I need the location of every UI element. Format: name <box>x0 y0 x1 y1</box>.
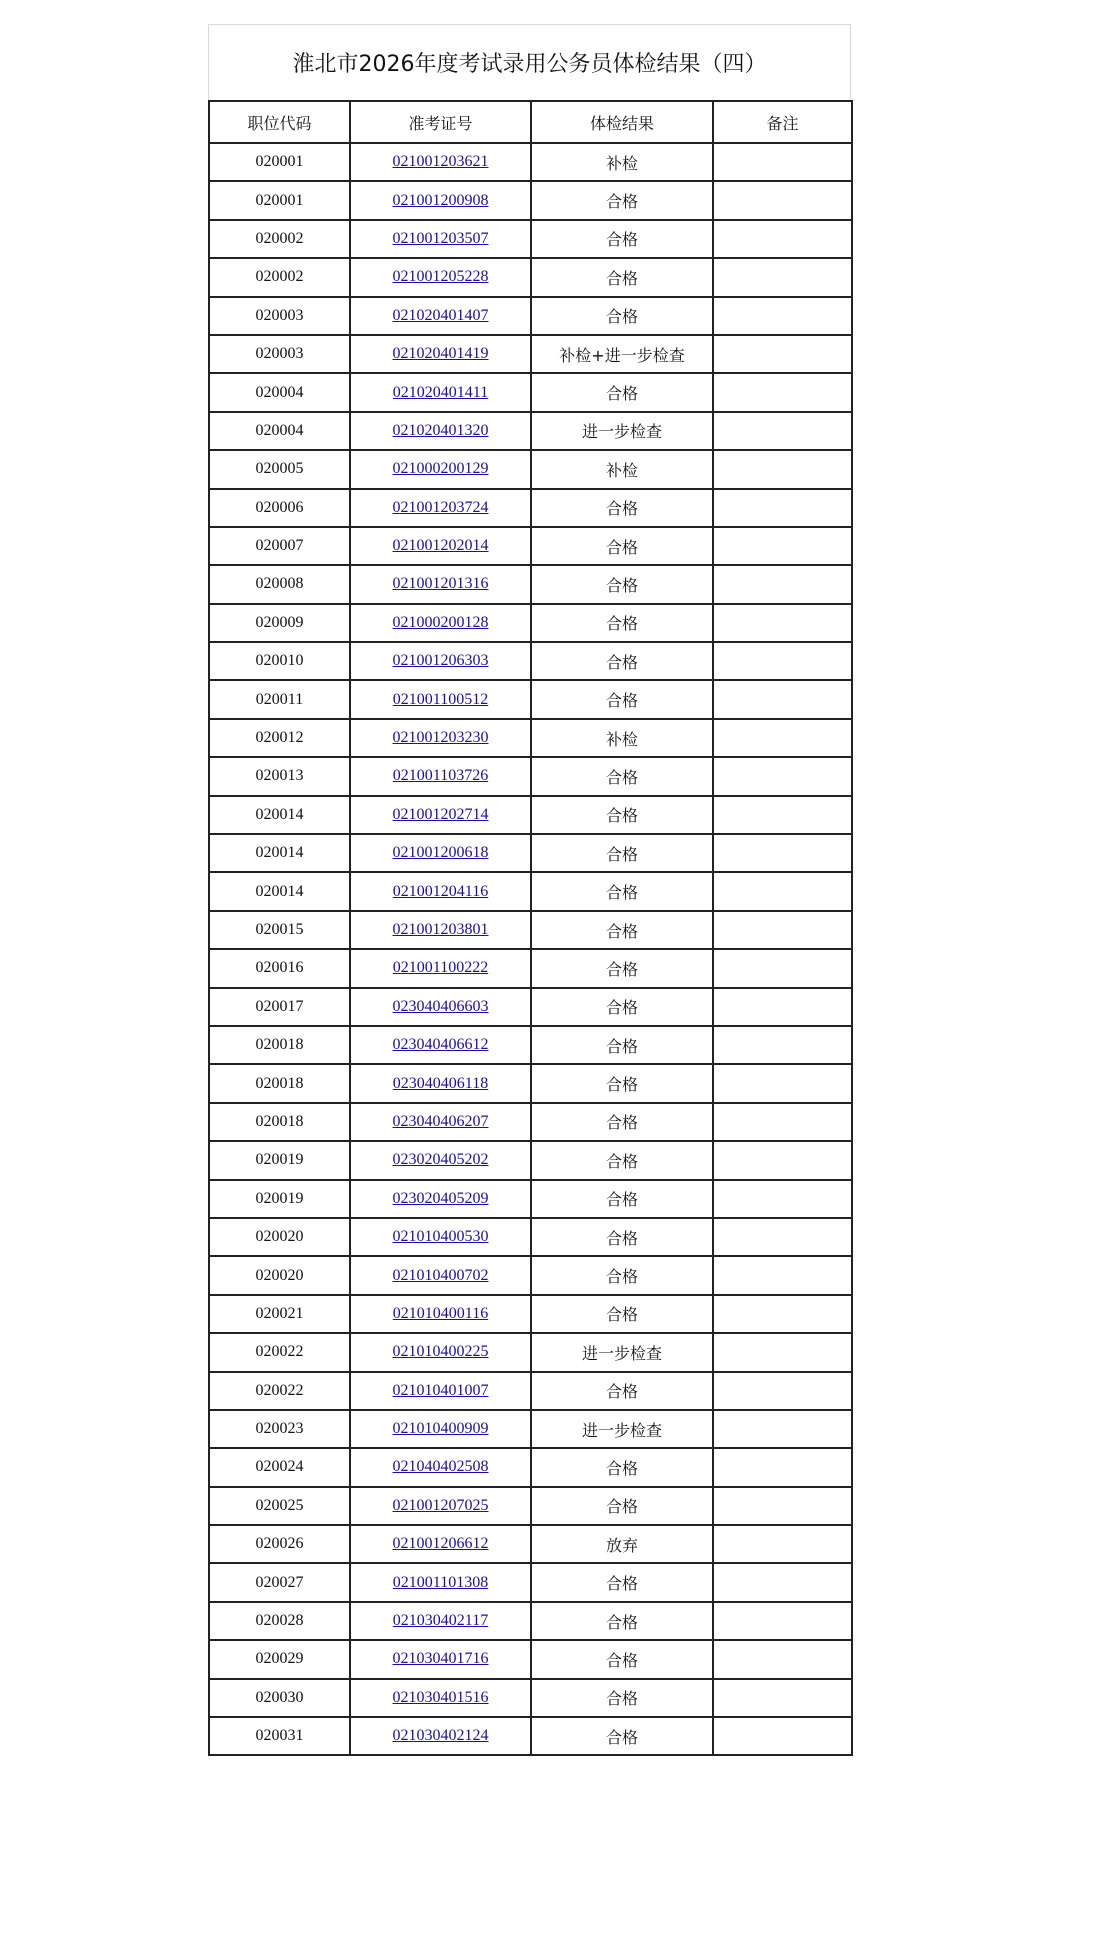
position-code-cell: 020031 <box>209 1717 350 1755</box>
exam-result-cell: 合格 <box>531 1679 713 1717</box>
table-row <box>209 680 852 718</box>
ticket-number-link[interactable]: 021030401516 <box>392 1688 489 1706</box>
table-row <box>209 412 852 450</box>
ticket-number-cell <box>350 1602 531 1640</box>
exam-result-cell: 合格 <box>531 1141 713 1179</box>
table-row <box>209 1717 852 1755</box>
ticket-number-link[interactable]: 021001200908 <box>392 191 489 209</box>
position-code-cell: 020024 <box>209 1448 350 1486</box>
table-row <box>209 373 852 411</box>
ticket-number-link[interactable]: 023040406612 <box>392 1036 489 1054</box>
position-code-cell: 020022 <box>209 1333 350 1371</box>
position-code-cell: 020001 <box>209 143 350 181</box>
exam-result-cell: 合格 <box>531 949 713 987</box>
ticket-number-link[interactable]: 023040406207 <box>392 1112 489 1130</box>
remarks-cell <box>713 143 852 181</box>
table-row <box>209 335 852 373</box>
position-code-cell: 020007 <box>209 527 350 565</box>
position-code-cell: 020009 <box>209 604 350 642</box>
position-code-cell: 020014 <box>209 796 350 834</box>
ticket-number-cell <box>350 757 531 795</box>
remarks-cell <box>713 1448 852 1486</box>
ticket-number-cell <box>350 1679 531 1717</box>
remarks-cell <box>713 988 852 1026</box>
ticket-number-link[interactable]: 021001202714 <box>392 805 489 823</box>
remarks-cell <box>713 297 852 335</box>
position-code-cell: 020002 <box>209 220 350 258</box>
ticket-number-cell <box>350 1487 531 1525</box>
exam-result-cell: 合格 <box>531 1103 713 1141</box>
position-code-cell: 020023 <box>209 1410 350 1448</box>
exam-result-cell: 合格 <box>531 565 713 603</box>
table-row <box>209 1218 852 1256</box>
exam-result-cell: 补检 <box>531 719 713 757</box>
remarks-cell <box>713 911 852 949</box>
page-title: 淮北市2026年度考试录用公务员体检结果（四） <box>208 24 851 100</box>
position-code-cell: 020011 <box>209 680 350 718</box>
ticket-number-cell <box>350 373 531 411</box>
table-row <box>209 220 852 258</box>
position-code-cell: 020015 <box>209 911 350 949</box>
remarks-cell <box>713 373 852 411</box>
exam-result-cell: 合格 <box>531 1256 713 1294</box>
results-table <box>208 100 853 1756</box>
ticket-number-cell <box>350 412 531 450</box>
remarks-cell <box>713 1410 852 1448</box>
exam-result-cell: 合格 <box>531 1295 713 1333</box>
ticket-number-link[interactable]: 021000200129 <box>392 460 489 478</box>
remarks-cell <box>713 796 852 834</box>
ticket-number-link[interactable]: 021001207025 <box>392 1496 489 1514</box>
header-remarks: 备注 <box>713 101 852 143</box>
ticket-number-link[interactable]: 021001201316 <box>392 575 489 593</box>
ticket-number-link[interactable]: 021020401411 <box>392 383 489 401</box>
ticket-number-cell <box>350 1333 531 1371</box>
remarks-cell <box>713 642 852 680</box>
table-row <box>209 1410 852 1448</box>
ticket-number-cell <box>350 258 531 296</box>
exam-result-cell: 合格 <box>531 757 713 795</box>
ticket-number-cell <box>350 1026 531 1064</box>
remarks-cell <box>713 1064 852 1102</box>
header-exam-result: 体检结果 <box>531 101 713 143</box>
ticket-number-cell <box>350 1103 531 1141</box>
position-code-cell: 020021 <box>209 1295 350 1333</box>
remarks-cell <box>713 335 852 373</box>
table-row <box>209 604 852 642</box>
ticket-number-link[interactable]: 021020401320 <box>392 421 489 439</box>
ticket-number-cell <box>350 911 531 949</box>
remarks-cell <box>713 1602 852 1640</box>
exam-result-cell: 合格 <box>531 220 713 258</box>
exam-result-cell: 补检 <box>531 143 713 181</box>
ticket-number-link[interactable]: 021030402124 <box>392 1727 489 1745</box>
ticket-number-link[interactable]: 021010400116 <box>392 1304 489 1322</box>
remarks-cell <box>713 1180 852 1218</box>
ticket-number-link[interactable]: 021001206612 <box>392 1535 489 1553</box>
ticket-number-link[interactable]: 021000200128 <box>392 613 489 631</box>
header-position-code: 职位代码 <box>209 101 350 143</box>
ticket-number-link[interactable]: 021001203724 <box>392 498 489 516</box>
position-code-cell: 020018 <box>209 1103 350 1141</box>
exam-result-cell: 合格 <box>531 373 713 411</box>
exam-result-cell: 合格 <box>531 911 713 949</box>
ticket-number-cell <box>350 796 531 834</box>
ticket-number-link[interactable]: 021001205228 <box>392 268 489 286</box>
ticket-number-link[interactable]: 021001203230 <box>392 729 489 747</box>
position-code-cell: 020013 <box>209 757 350 795</box>
ticket-number-link[interactable]: 021001204116 <box>392 882 489 900</box>
remarks-cell <box>713 1563 852 1601</box>
exam-result-cell: 合格 <box>531 1026 713 1064</box>
exam-result-cell: 合格 <box>531 604 713 642</box>
exam-result-cell: 合格 <box>531 1563 713 1601</box>
ticket-number-cell <box>350 1525 531 1563</box>
remarks-cell <box>713 1679 852 1717</box>
remarks-cell <box>713 565 852 603</box>
position-code-cell: 020014 <box>209 834 350 872</box>
table-row <box>209 796 852 834</box>
position-code-cell: 020027 <box>209 1563 350 1601</box>
position-code-cell: 020001 <box>209 181 350 219</box>
ticket-number-cell <box>350 1448 531 1486</box>
exam-result-cell: 合格 <box>531 297 713 335</box>
remarks-cell <box>713 1525 852 1563</box>
exam-result-cell: 合格 <box>531 1487 713 1525</box>
ticket-number-link[interactable]: 021001100222 <box>392 959 489 977</box>
exam-result-cell: 合格 <box>531 1218 713 1256</box>
position-code-cell: 020003 <box>209 297 350 335</box>
exam-result-cell: 合格 <box>531 988 713 1026</box>
position-code-cell: 020025 <box>209 1487 350 1525</box>
ticket-number-link[interactable]: 021010401007 <box>392 1381 489 1399</box>
remarks-cell <box>713 1103 852 1141</box>
header-ticket-number: 准考证号 <box>350 101 531 143</box>
remarks-cell <box>713 1295 852 1333</box>
position-code-cell: 020004 <box>209 373 350 411</box>
exam-result-cell: 合格 <box>531 1064 713 1102</box>
table-row <box>209 911 852 949</box>
position-code-cell: 020030 <box>209 1679 350 1717</box>
ticket-number-link[interactable]: 023020405209 <box>392 1189 489 1207</box>
ticket-number-link[interactable]: 021001203621 <box>392 153 489 171</box>
table-row <box>209 565 852 603</box>
ticket-number-cell <box>350 988 531 1026</box>
table-row <box>209 719 852 757</box>
position-code-cell: 020005 <box>209 450 350 488</box>
exam-result-cell: 合格 <box>531 1180 713 1218</box>
position-code-cell: 020008 <box>209 565 350 603</box>
position-code-cell: 020012 <box>209 719 350 757</box>
ticket-number-cell <box>350 719 531 757</box>
table-row <box>209 1103 852 1141</box>
table-row <box>209 489 852 527</box>
remarks-cell <box>713 949 852 987</box>
remarks-cell <box>713 1333 852 1371</box>
table-row <box>209 1525 852 1563</box>
ticket-number-cell <box>350 220 531 258</box>
ticket-number-cell <box>350 949 531 987</box>
position-code-cell: 020014 <box>209 872 350 910</box>
table-row <box>209 258 852 296</box>
ticket-number-link[interactable]: 021001203801 <box>392 921 489 938</box>
position-code-cell: 020019 <box>209 1141 350 1179</box>
table-row <box>209 181 852 219</box>
table-row <box>209 450 852 488</box>
table-row <box>209 1640 852 1678</box>
position-code-cell: 020022 <box>209 1372 350 1410</box>
position-code-cell: 020020 <box>209 1218 350 1256</box>
ticket-number-link[interactable]: 021010400909 <box>392 1420 489 1438</box>
table-row <box>209 1333 852 1371</box>
table-row <box>209 1448 852 1486</box>
position-code-cell: 020016 <box>209 949 350 987</box>
document <box>208 24 851 1756</box>
ticket-number-cell <box>350 1256 531 1294</box>
ticket-number-link[interactable]: 021040402508 <box>392 1458 489 1476</box>
table-row <box>209 834 852 872</box>
exam-result-cell: 放弃 <box>531 1525 713 1563</box>
position-code-cell: 020006 <box>209 489 350 527</box>
ticket-number-cell <box>350 872 531 910</box>
table-row <box>209 1372 852 1410</box>
remarks-cell <box>713 412 852 450</box>
ticket-number-cell <box>350 1717 531 1755</box>
ticket-number-link[interactable]: 023040406118 <box>392 1074 489 1092</box>
position-code-cell: 020002 <box>209 258 350 296</box>
table-row <box>209 757 852 795</box>
remarks-cell <box>713 604 852 642</box>
remarks-cell <box>713 719 852 757</box>
ticket-number-cell <box>350 1141 531 1179</box>
ticket-number-link[interactable]: 021010400225 <box>392 1343 489 1361</box>
table-row <box>209 1679 852 1717</box>
ticket-number-link[interactable]: 021030401716 <box>392 1650 489 1668</box>
exam-result-cell: 合格 <box>531 181 713 219</box>
remarks-cell <box>713 220 852 258</box>
remarks-cell <box>713 258 852 296</box>
position-code-cell: 020018 <box>209 1064 350 1102</box>
table-row <box>209 642 852 680</box>
exam-result-cell: 补检 <box>531 450 713 488</box>
table-row <box>209 872 852 910</box>
ticket-number-link[interactable]: 021020401407 <box>392 306 489 324</box>
ticket-number-cell <box>350 143 531 181</box>
remarks-cell <box>713 450 852 488</box>
table-row <box>209 1487 852 1525</box>
ticket-number-cell <box>350 335 531 373</box>
exam-result-cell: 合格 <box>531 680 713 718</box>
remarks-cell <box>713 1717 852 1755</box>
exam-result-cell: 合格 <box>531 872 713 910</box>
ticket-number-link[interactable]: 021001206303 <box>392 652 489 670</box>
ticket-number-cell <box>350 834 531 872</box>
ticket-number-cell <box>350 1064 531 1102</box>
remarks-cell <box>713 1256 852 1294</box>
position-code-cell: 020029 <box>209 1640 350 1678</box>
exam-result-cell: 合格 <box>531 642 713 680</box>
remarks-cell <box>713 489 852 527</box>
exam-result-cell: 合格 <box>531 489 713 527</box>
ticket-number-link[interactable]: 021020401419 <box>392 345 489 363</box>
table-row <box>209 1563 852 1601</box>
ticket-number-link[interactable]: 023020405202 <box>392 1151 489 1169</box>
ticket-number-cell <box>350 1372 531 1410</box>
table-row <box>209 1295 852 1333</box>
remarks-cell <box>713 1487 852 1525</box>
ticket-number-link[interactable]: 021030402117 <box>392 1612 489 1630</box>
exam-result-cell: 进一步检查 <box>531 1333 713 1371</box>
ticket-number-link[interactable]: 021001103726 <box>392 767 489 785</box>
remarks-cell <box>713 680 852 718</box>
ticket-number-cell <box>350 527 531 565</box>
ticket-number-link[interactable]: 021001101308 <box>392 1573 489 1591</box>
table-row <box>209 1602 852 1640</box>
ticket-number-link[interactable]: 021010400530 <box>392 1228 489 1246</box>
ticket-number-link[interactable]: 023040406603 <box>392 997 489 1015</box>
remarks-cell <box>713 1640 852 1678</box>
remarks-cell <box>713 527 852 565</box>
table-row <box>209 949 852 987</box>
ticket-number-cell <box>350 1218 531 1256</box>
ticket-number-link[interactable]: 021001203507 <box>392 229 489 247</box>
ticket-number-link[interactable]: 021001202014 <box>392 537 489 555</box>
ticket-number-cell <box>350 565 531 603</box>
table-row <box>209 1064 852 1102</box>
position-code-cell: 020028 <box>209 1602 350 1640</box>
ticket-number-cell <box>350 642 531 680</box>
ticket-number-cell <box>350 1180 531 1218</box>
exam-result-cell: 合格 <box>531 1372 713 1410</box>
position-code-cell: 020017 <box>209 988 350 1026</box>
remarks-cell <box>713 834 852 872</box>
exam-result-cell: 合格 <box>531 1602 713 1640</box>
position-code-cell: 020019 <box>209 1180 350 1218</box>
table-row <box>209 143 852 181</box>
table-body <box>209 143 852 1755</box>
table-row <box>209 1180 852 1218</box>
ticket-number-cell <box>350 680 531 718</box>
table-row <box>209 988 852 1026</box>
ticket-number-link[interactable]: 021001100512 <box>392 690 489 708</box>
position-code-cell: 020003 <box>209 335 350 373</box>
ticket-number-cell <box>350 1563 531 1601</box>
position-code-cell: 020004 <box>209 412 350 450</box>
exam-result-cell: 进一步检查 <box>531 1410 713 1448</box>
ticket-number-cell <box>350 1410 531 1448</box>
table-header-row <box>209 101 852 143</box>
ticket-number-cell <box>350 604 531 642</box>
exam-result-cell: 进一步检查 <box>531 412 713 450</box>
ticket-number-cell <box>350 297 531 335</box>
ticket-number-cell <box>350 489 531 527</box>
remarks-cell <box>713 872 852 910</box>
exam-result-cell: 合格 <box>531 1717 713 1755</box>
remarks-cell <box>713 757 852 795</box>
exam-result-cell: 合格 <box>531 796 713 834</box>
table-row <box>209 1026 852 1064</box>
exam-result-cell: 合格 <box>531 527 713 565</box>
position-code-cell: 020010 <box>209 642 350 680</box>
ticket-number-cell <box>350 181 531 219</box>
ticket-number-cell <box>350 450 531 488</box>
remarks-cell <box>713 1026 852 1064</box>
table-row <box>209 527 852 565</box>
table-row <box>209 1256 852 1294</box>
exam-result-cell: 合格 <box>531 258 713 296</box>
table-row <box>209 1141 852 1179</box>
position-code-cell: 020026 <box>209 1525 350 1563</box>
remarks-cell <box>713 1141 852 1179</box>
exam-result-cell: 合格 <box>531 1640 713 1678</box>
exam-result-cell: 合格 <box>531 834 713 872</box>
exam-result-cell: 补检+进一步检查 <box>531 335 713 373</box>
ticket-number-link[interactable]: 021001200618 <box>392 844 489 862</box>
ticket-number-link[interactable]: 021010400702 <box>392 1266 489 1284</box>
ticket-number-cell <box>350 1640 531 1678</box>
remarks-cell <box>713 1372 852 1410</box>
table-row <box>209 297 852 335</box>
exam-result-cell: 合格 <box>531 1448 713 1486</box>
position-code-cell: 020020 <box>209 1256 350 1294</box>
remarks-cell <box>713 1218 852 1256</box>
ticket-number-cell <box>350 1295 531 1333</box>
remarks-cell <box>713 181 852 219</box>
position-code-cell: 020018 <box>209 1026 350 1064</box>
